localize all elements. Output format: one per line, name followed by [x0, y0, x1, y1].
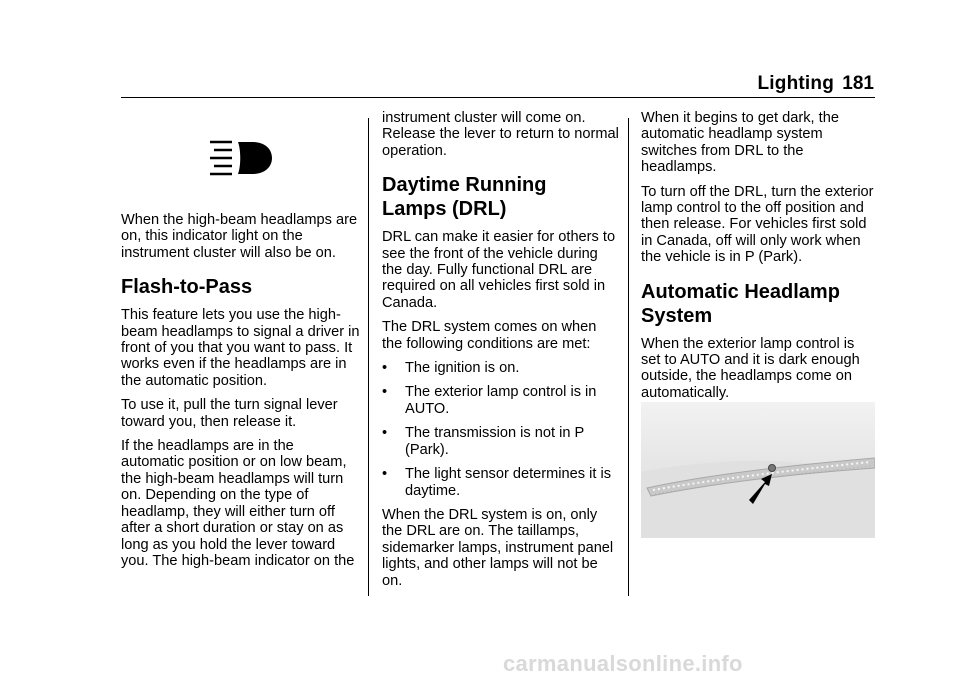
flash-to-pass-heading: Flash-to-Pass — [121, 276, 253, 299]
flash-to-pass-text-3: If the headlamps are in the automatic position or on low beam, the high-beam headlamps will turn on. Depending on the type of headlamp, they will either turn off after a short duration or stay on as long as you hold the lever toward you. The high-beam indicator on the — [121, 438, 355, 569]
drl-condition-4: • The light sensor determines it is daytime. — [382, 466, 612, 499]
section-title: Lighting — [757, 73, 834, 94]
drl-condition-2: • The exterior lamp control is in AUTO. — [382, 384, 597, 417]
drl-condition-1: • The ignition is on. — [382, 360, 520, 377]
high-beam-icon — [208, 138, 274, 178]
drl-heading: Daytime Running Lamps (DRL) — [382, 174, 547, 221]
drl-text-3: When the DRL system is on, only the DRL are on. The taillamps, sidemarker lamps, instrument panel lights, and other lamps will not be on. — [382, 506, 614, 589]
watermark-text: carmanualsonline.info — [503, 651, 743, 676]
drl-condition-3: • The transmission is not in P (Park). — [382, 425, 584, 458]
column-1 — [121, 212, 361, 577]
drl-text-1: DRL can make it easier for others to see the front of the vehicle during the day. Fully functional DRL are required on all vehicles first sold in Canada. — [382, 229, 616, 311]
column-divider-2 — [628, 118, 629, 596]
high-beam-indicator-text: When the high-beam headlamps are on, this indicator light on the instrument cluster will also be on. — [121, 212, 358, 261]
auto-switch-text: When it begins to get dark, the automatic headlamp system switches from DRL to the headlamps. — [641, 110, 839, 176]
drl-off-text: To turn off the DRL, turn the exterior lamp control to the off position and then release. For vehicles first sold in Canada, off will only work when the vehicle is in P (Park). — [641, 183, 874, 266]
column-2 — [382, 110, 620, 597]
column-3 — [641, 110, 875, 409]
page-number: 181 — [842, 73, 874, 94]
automatic-headlamp-heading: Automatic Headlamp System — [641, 280, 840, 327]
drl-text-2: The DRL system comes on when the following conditions are met: — [382, 319, 597, 352]
column-divider-1 — [368, 118, 369, 596]
page-header — [0, 0, 960, 100]
automatic-headlamp-text: When the exterior lamp control is set to AUTO and it is dark enough outside, the headlamps come on automatically. — [641, 335, 860, 401]
flash-to-pass-text-1: This feature lets you use the high-beam headlamps to signal a driver in front of you that you want to pass. It works even if the headlamps are in the automatic position. — [121, 307, 360, 389]
light-sensor-illustration — [641, 402, 875, 538]
flash-to-pass-text-2: To use it, pull the turn signal lever toward you, then release it. — [121, 397, 338, 430]
release-lever-text: instrument cluster will come on. Release the lever to return to normal operation. — [382, 110, 619, 159]
header-rule — [121, 97, 875, 98]
